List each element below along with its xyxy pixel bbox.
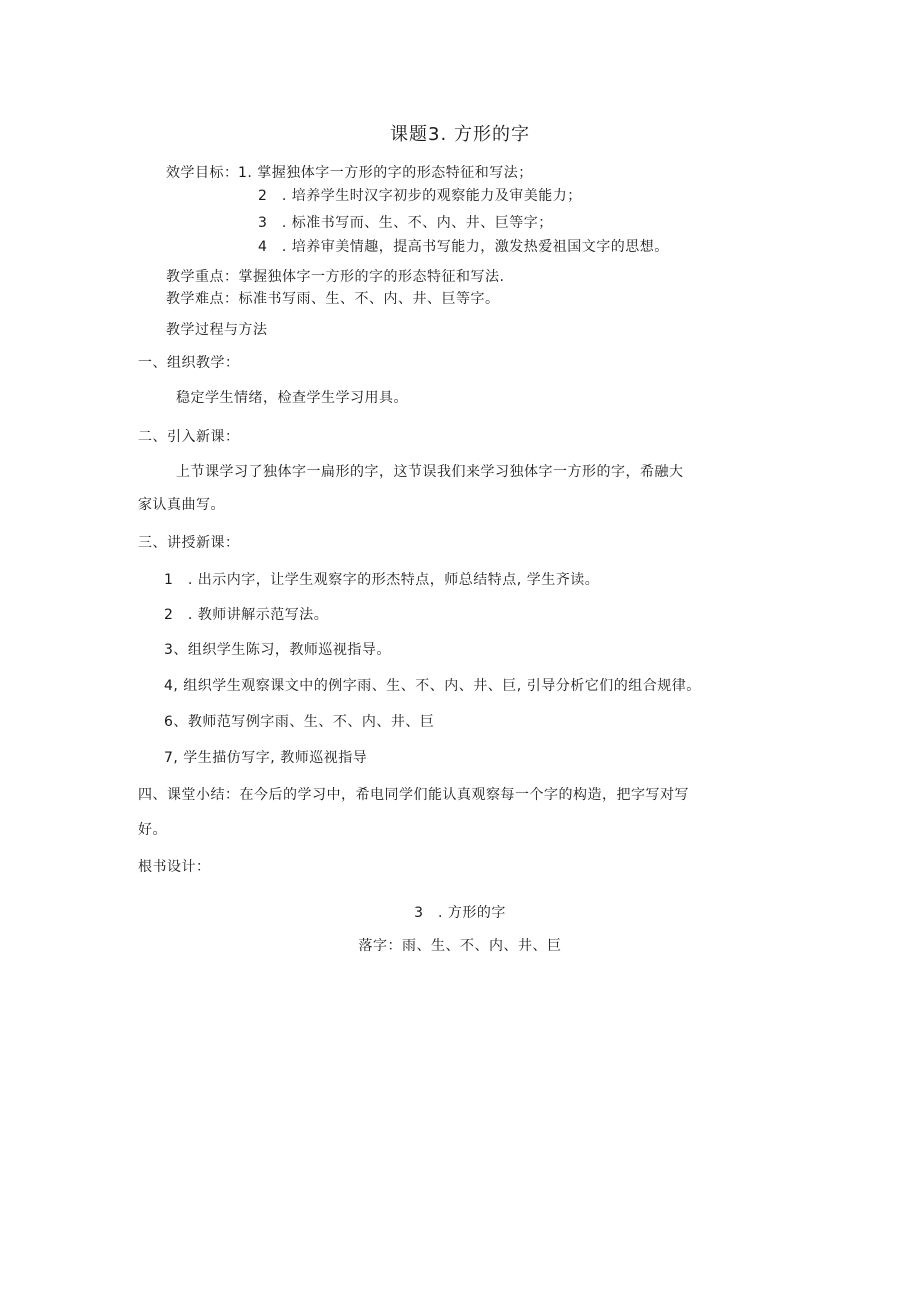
objective-item: 4 . 培养审美情趣，提高书写能力，激发热爱祖国文字的思想。 (258, 239, 669, 255)
section-body: 家认真曲写。 (138, 497, 225, 513)
difficulty: 教学难点：标准书写雨、生、不、内、井、巨等字。 (166, 291, 500, 307)
step-item: 6、教师范写例字雨、生、不、内、井、巨 (164, 714, 435, 730)
section-body: 稳定学生情绪，检查学生学习用具。 (176, 390, 408, 406)
step-item: 1 . 出示内字，让学生观察字的形杰特点，师总结特点, 学生齐读。 (164, 572, 600, 588)
step-item: 4, 组织学生观察课文中的例字雨、生、不、内、井、巨, 引导分析它们的组合规律。 (164, 678, 701, 694)
step-item: 2 . 教师讲解示范写法。 (164, 607, 329, 623)
board-title: 3 . 方形的字 (414, 905, 506, 921)
objectives-label: 效学目标： (166, 165, 239, 181)
process-heading: 教学过程与方法 (166, 322, 268, 338)
key-point: 教学重点：掌握独体字一方形的字的形态特征和写法. (166, 269, 505, 285)
section-heading: 一、组织教学： (138, 355, 240, 371)
lesson-title: 课题3. 方形的字 (390, 124, 530, 145)
objective-item: 1. 掌握独体字一方形的字的形态特征和写法； (238, 165, 533, 181)
summary-line: 四、课堂小结：在今后的学习中，希电同学们能认真观察每一个字的构造，把字写对写 (138, 787, 689, 803)
objective-item: 3 . 标准书写而、生、不、内、井、巨等字； (258, 215, 553, 231)
board-heading: 根书设计： (138, 859, 211, 875)
summary-line: 好。 (138, 822, 167, 838)
objective-item: 2 . 培养学生时汉字初步的观察能力及审美能力； (258, 188, 582, 204)
step-item: 7, 学生描仿写字, 教师巡视指导 (164, 750, 368, 766)
section-heading: 三、讲授新课： (138, 535, 240, 551)
section-body: 上节课学习了独体字一扁形的字，这节误我们来学习独体字一方形的字，希融大 (176, 464, 684, 480)
step-item: 3、组织学生陈习，教师巡视指导。 (164, 642, 391, 658)
board-chars: 落字：雨、生、不、内、井、巨 (358, 938, 562, 954)
section-heading: 二、引入新课： (138, 429, 240, 445)
